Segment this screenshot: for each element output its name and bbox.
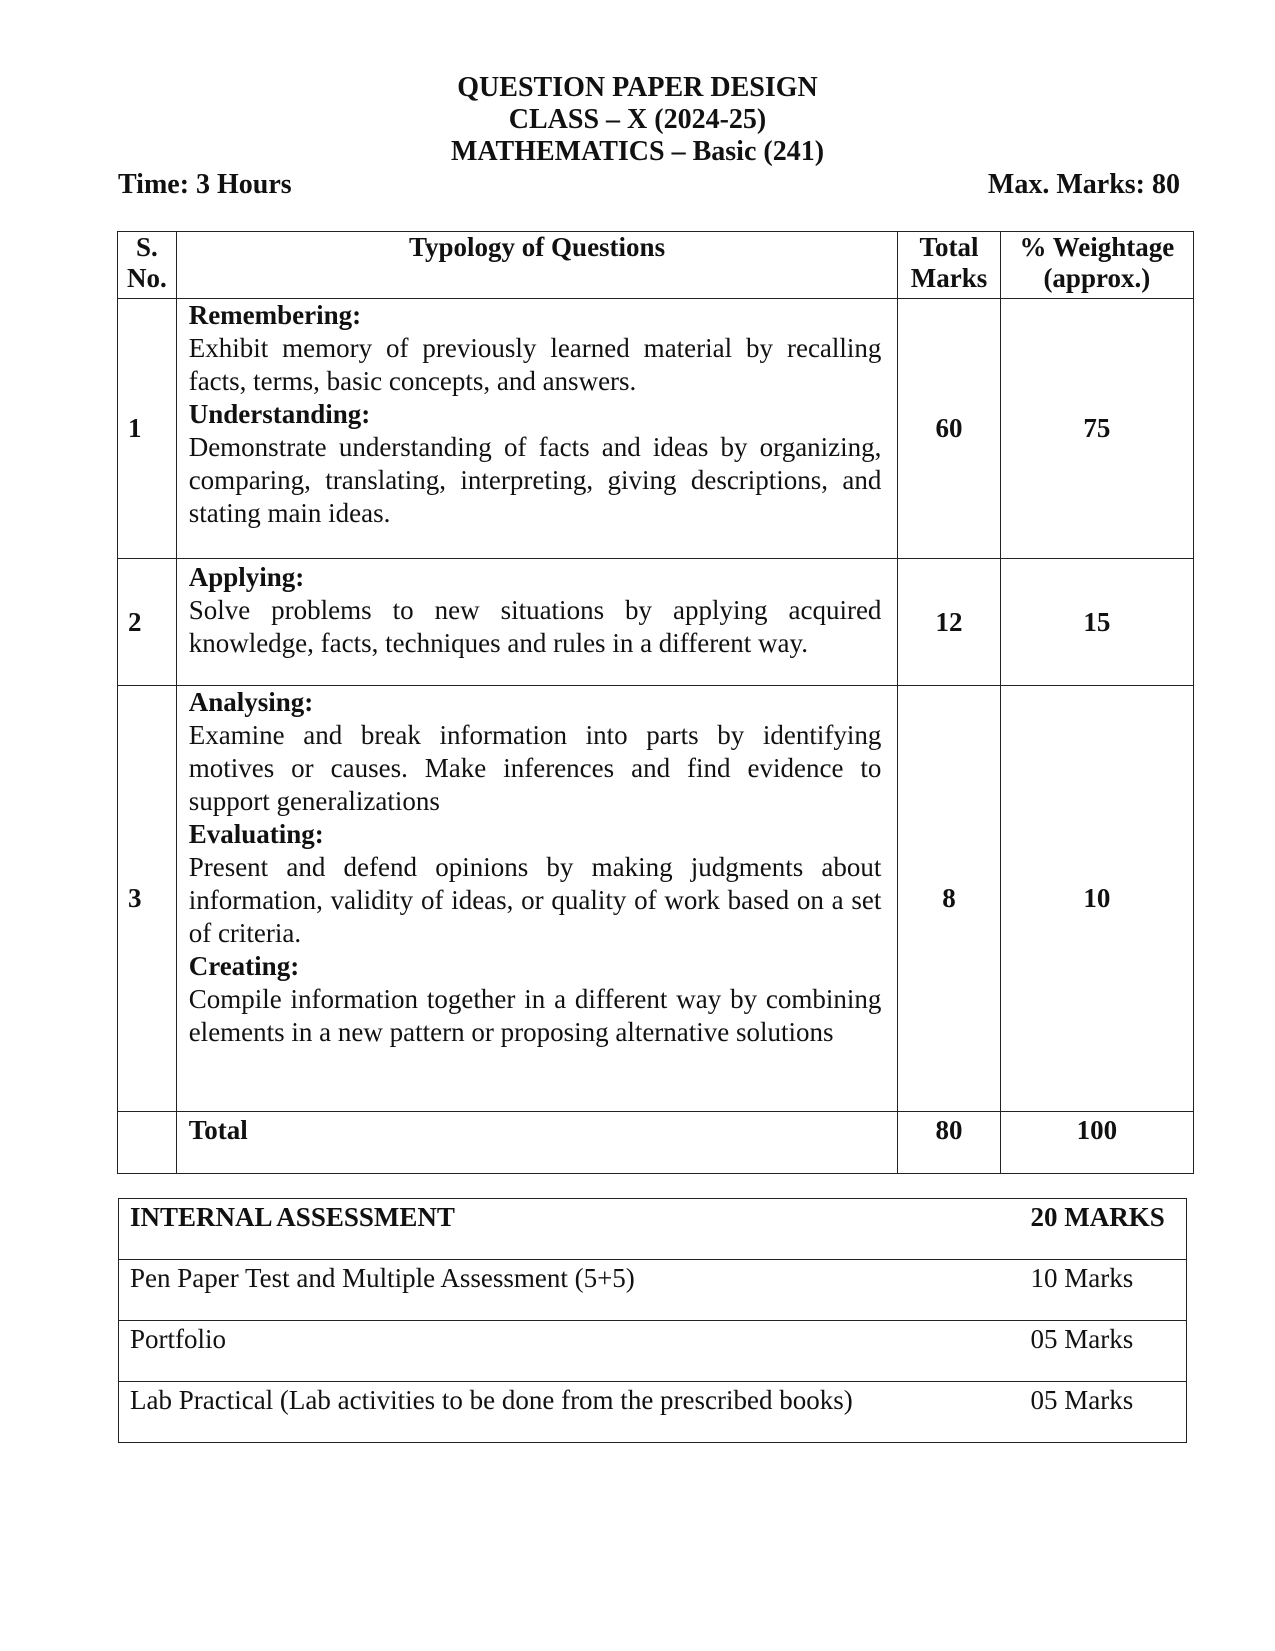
title-line-2: CLASS – X (2024-25) [508, 104, 767, 135]
time-label: Time: 3 Hours [118, 169, 292, 200]
row-marks: 12 [898, 559, 1000, 686]
header-sno [118, 232, 177, 299]
level-description: Solve problems to new situations by applying acquired knowledge, facts, techniques and rules in a different way. [188, 595, 882, 658]
total-marks: 80 [898, 1112, 1000, 1174]
title-line-1: QUESTION PAPER DESIGN [457, 72, 818, 103]
title-line-3: MATHEMATICS – Basic (241) [450, 136, 825, 167]
assessment-item-marks: 10 Marks [1031, 1260, 1187, 1321]
level-title: Applying: [188, 562, 305, 592]
header-total-marks [898, 232, 1000, 299]
row-sno: 1 [118, 299, 177, 559]
header-total-marks-line2: Marks [910, 263, 988, 293]
row-weightage: 10 [1000, 686, 1193, 1112]
assessment-item-label: Lab Practical (Lab activities to be done from the prescribed books) [119, 1382, 1031, 1443]
level-description: Present and defend opinions by making judgments about information, validity of ideas, or quality of work based on a set of criteria. [188, 852, 882, 948]
total-weightage: 100 [1000, 1112, 1193, 1174]
assessment-item-marks: 05 Marks [1031, 1321, 1187, 1382]
header-weightage-line1: % Weightage [1019, 232, 1175, 262]
header-total-marks-line1: Total [919, 232, 979, 262]
internal-assessment-title: INTERNAL ASSESSMENT [119, 1199, 1031, 1260]
table-header-row [118, 232, 1194, 299]
table-row [118, 299, 1194, 559]
max-marks-label: Max. Marks: 80 [987, 169, 1180, 200]
list-item [119, 1321, 1187, 1382]
level-description: Compile information together in a different way by combining elements in a new pattern or proposing alternative solutions [188, 984, 882, 1047]
header-weightage-line2: (approx.) [1043, 263, 1151, 293]
question-design-table [117, 231, 1194, 1174]
internal-assessment-header [119, 1199, 1187, 1260]
row-sno: 3 [118, 686, 177, 1112]
header-weightage [1000, 232, 1193, 299]
row-typology [176, 299, 898, 559]
row-sno: 2 [118, 559, 177, 686]
row-weightage: 75 [1000, 299, 1193, 559]
list-item [119, 1260, 1187, 1321]
header-typology: Typology of Questions [176, 232, 898, 299]
total-label: Total [176, 1112, 898, 1174]
level-title: Creating: [188, 951, 300, 981]
total-sno-cell [118, 1112, 177, 1174]
level-description: Demonstrate understanding of facts and ideas by organizing, comparing, translating, interpreting, giving descriptions, and stating main ideas. [188, 432, 882, 528]
internal-assessment-table [118, 1198, 1187, 1443]
table-row [118, 686, 1194, 1112]
header-sno-line1: S. [135, 232, 158, 262]
document-title [0, 72, 1275, 168]
level-title: Analysing: [188, 687, 314, 717]
row-weightage: 15 [1000, 559, 1193, 686]
row-typology [176, 559, 898, 686]
level-title: Evaluating: [188, 819, 324, 849]
level-description: Examine and break information into parts by identifying motives or causes. Make inferences and find evidence to support generalizations [188, 720, 882, 816]
row-marks: 60 [898, 299, 1000, 559]
exam-meta-row [118, 169, 1180, 201]
level-title: Understanding: [188, 399, 371, 429]
assessment-item-label: Portfolio [119, 1321, 1031, 1382]
list-item [119, 1382, 1187, 1443]
level-title: Remembering: [188, 300, 362, 330]
level-description: Exhibit memory of previously learned material by recalling facts, terms, basic concepts, and answers. [188, 333, 882, 396]
row-typology [176, 686, 898, 1112]
total-row [118, 1112, 1194, 1174]
assessment-item-marks: 05 Marks [1031, 1382, 1187, 1443]
header-sno-line2: No. [126, 263, 167, 293]
row-marks: 8 [898, 686, 1000, 1112]
internal-assessment-total: 20 MARKS [1031, 1199, 1187, 1260]
table-row [118, 559, 1194, 686]
assessment-item-label: Pen Paper Test and Multiple Assessment (5+5) [119, 1260, 1031, 1321]
